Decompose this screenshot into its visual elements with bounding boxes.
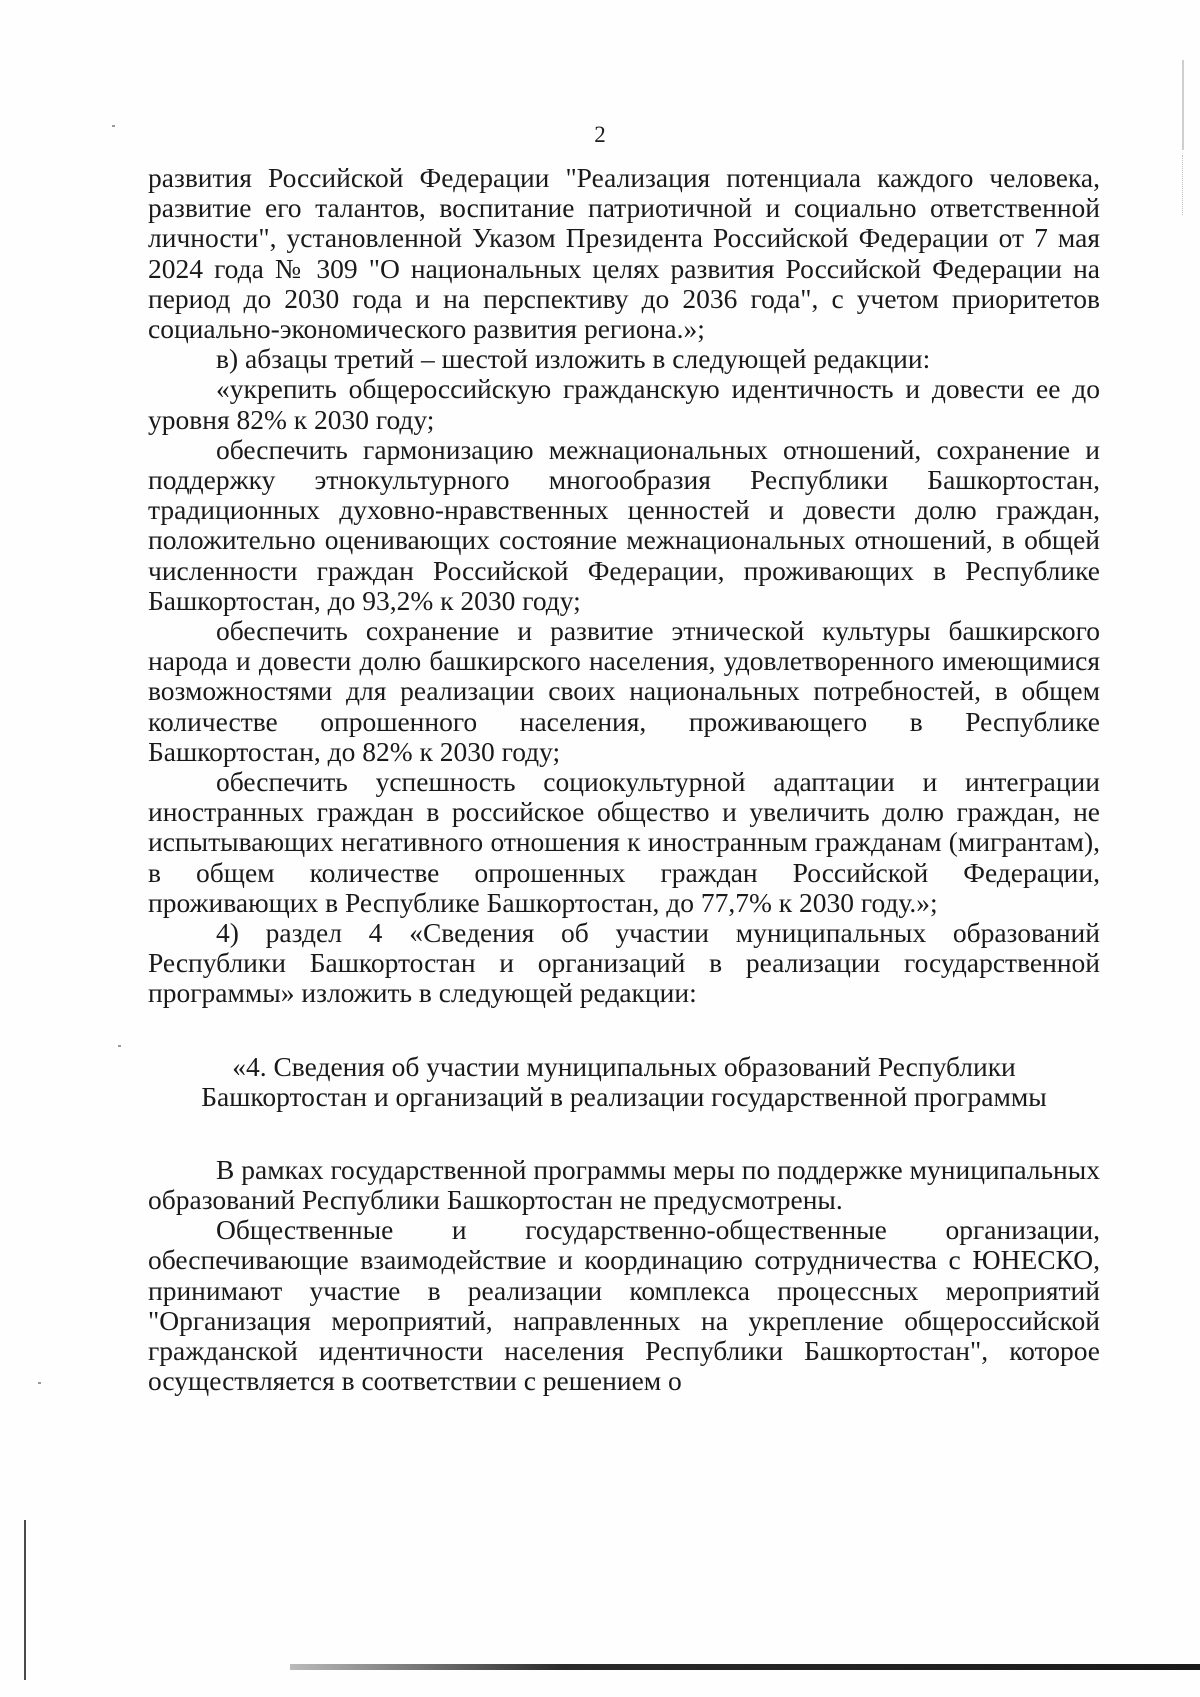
paragraph: развития Российской Федерации "Реализация потенциала каждого человека, развитие его талантов, воспитание патриотичной и социально ответственной личности", установленной Указом Президента Российской Федерации от 7 мая 2024 года № 309 "О национальных целях развития Российской Федерации на период до 2030 года и на перспективу до 2036 года", с учетом приоритетов социально-экономического развития региона.»; (148, 162, 1100, 345)
paragraph: В рамках государственной программы меры по поддержке муниципальных образований Республики Башкортостан не предусмотрены. (148, 1153, 1100, 1215)
section-heading-line: «4. Сведения об участии муниципальных образований Республики (232, 1050, 1016, 1082)
document-body (148, 163, 1100, 1396)
paragraph: 4) раздел 4 «Сведения об участии муниципальных образований Республики Башкортостан и организаций в реализации государственной программы» изложить в следующей редакции: (148, 917, 1100, 1009)
paragraph: обеспечить гармонизацию межнациональных отношений, сохранение и поддержку этнокультурного многообразия Республики Башкортостан, традиционных духовно-нравственных ценностей и довести долю граждан, положительно оценивающих состояние межнациональных отношений, в общей численности граждан Российской Федерации, проживающих в Республике Башкортостан, до 93,2% к 2030 году; (148, 433, 1100, 616)
paragraph: обеспечить успешность социокультурной адаптации и интеграции иностранных граждан в российское общество и увеличить долю граждан, не испытывающих негативного отношения к иностранным гражданам (мигрантам), в общем количестве опрошенных граждан Российской Федерации, проживающих в Республике Башкортостан, до 77,7% к 2030 году.»; (148, 766, 1100, 918)
section-heading (148, 1052, 1100, 1112)
scan-speck (38, 1382, 41, 1384)
paragraph: в) абзацы третий – шестой изложить в следующей редакции: (216, 343, 931, 375)
scan-edge-mark (24, 1520, 26, 1680)
scan-speck (118, 1045, 121, 1047)
page-number: 2 (594, 122, 606, 147)
paragraph: обеспечить сохранение и развитие этнической культуры башкирского народа и довести долю башкирского населения, удовлетворенного имеющимися возможностями для реализации своих национальных потребностей, в общем количестве опрошенного населения, проживающего в Республике Башкортостан, до 82% к 2030 году; (148, 615, 1100, 767)
paragraph: «укрепить общероссийскую гражданскую идентичность и довести ее до уровня 82% к 2030 году; (148, 373, 1100, 435)
scan-edge-mark (1182, 155, 1184, 215)
section-heading-line: Башкортостан и организаций в реализации государственной программы (201, 1080, 1047, 1112)
paragraph: Общественные и государственно-общественные организации, обеспечивающие взаимодействие и координацию сотрудничества с ЮНЕСКО, принимают участие в реализации комплекса процессных мероприятий "Организация мероприятий, направленных на укрепление общероссийской гражданской идентичности населения Республики Башкортостан", которое осуществляется в соответствии с решением о (148, 1214, 1100, 1397)
scan-edge-mark (290, 1664, 1200, 1670)
